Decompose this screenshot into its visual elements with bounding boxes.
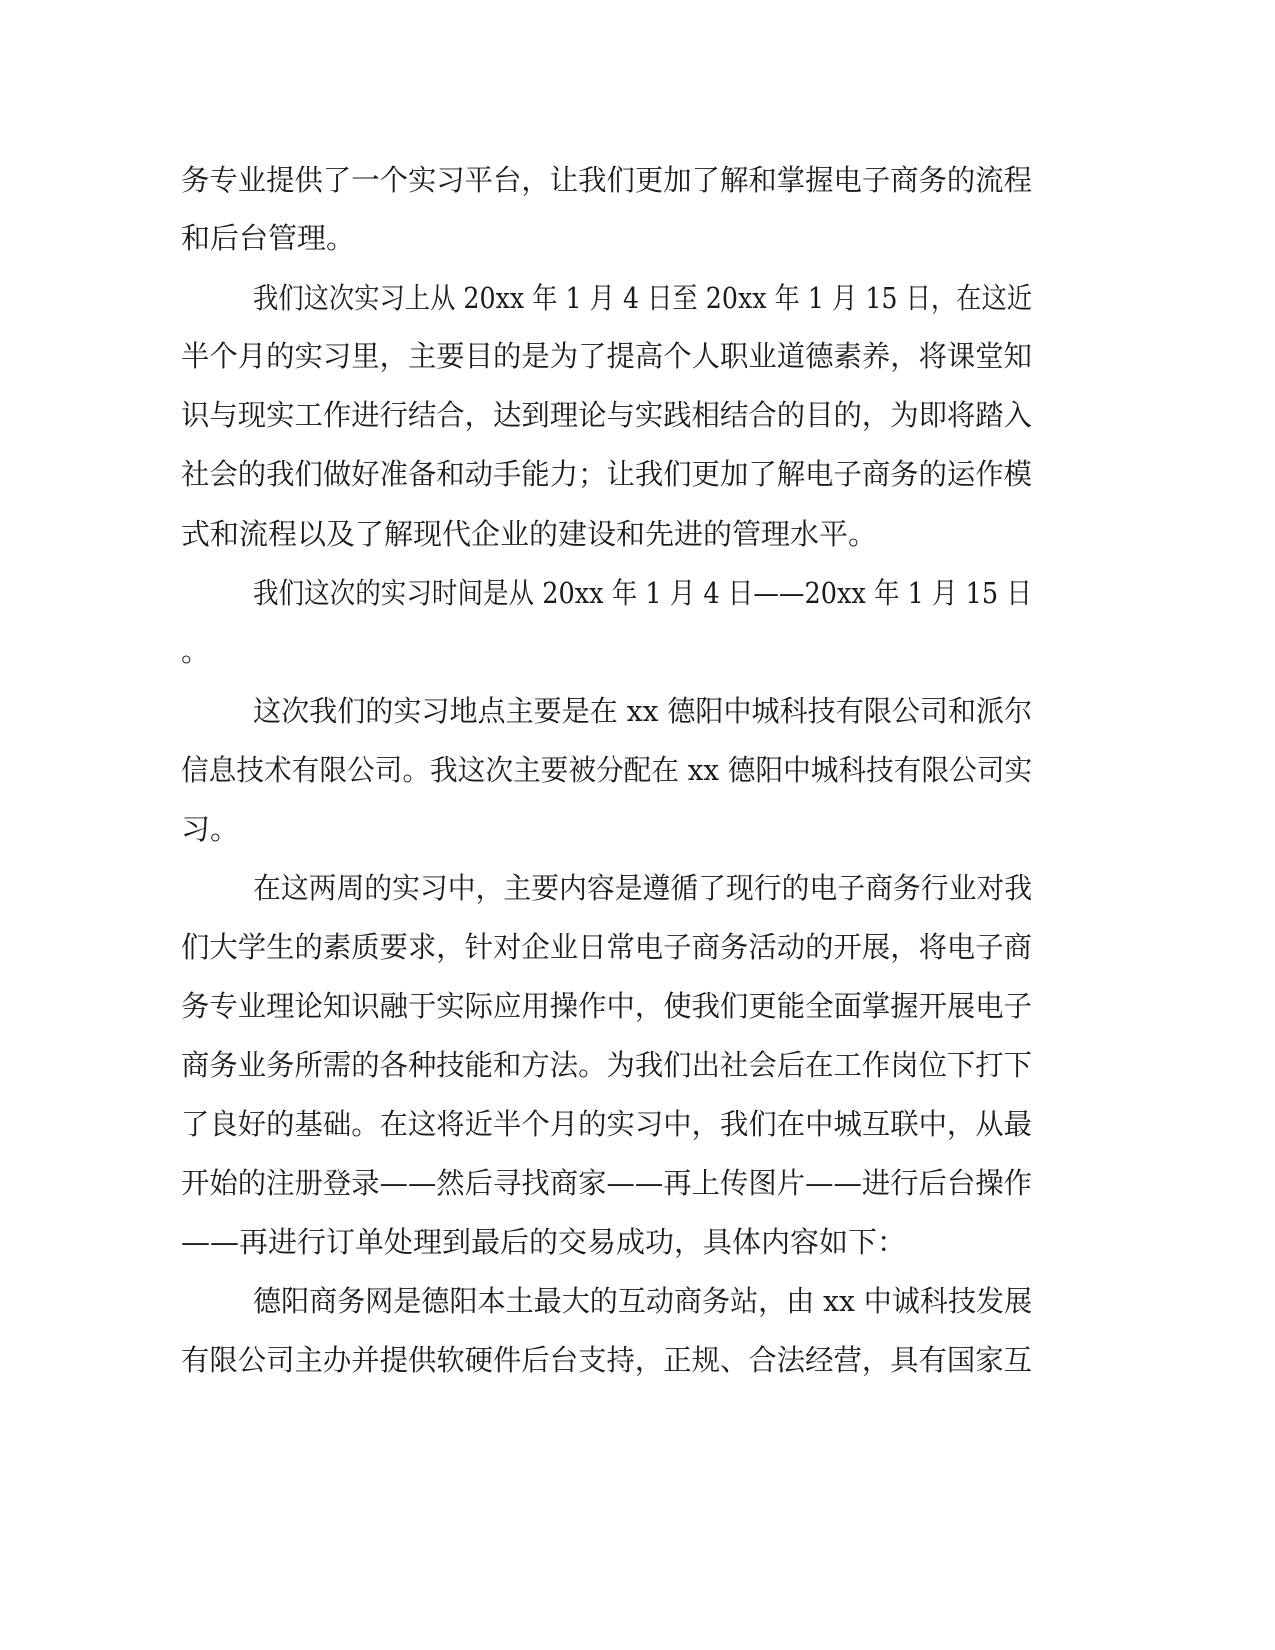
paragraph-start-line: 我们这次的实习时间是从 20xx 年 1 月 4 日——20xx 年 1 月 15 日	[253, 576, 1032, 610]
text-line: 社会的我们做好准备和动手能力；让我们更加了解电子商务的运作模	[181, 457, 1033, 491]
paragraph-start-line: 我们这次实习上从 20xx 年 1 月 4 日至 20xx 年 1 月 15 日，在这近	[253, 281, 1033, 315]
text-line: 有限公司主办并提供软硬件后台支持，正规、合法经营，具有国家互	[181, 1343, 1033, 1377]
text-line: 。	[181, 634, 211, 668]
text-line: 商务业务所需的各种技能和方法。为我们出社会后在工作岗位下打下	[181, 1048, 1033, 1082]
text-line: 式和流程以及了解现代企业的建设和先进的管理水平。	[181, 517, 878, 551]
paragraph-start-line: 德阳商务网是德阳本土最大的互动商务站，由 xx 中诚科技发展	[253, 1284, 1033, 1318]
text-line: 半个月的实习里，主要目的是为了提高个人职业道德素养，将课堂知	[181, 339, 1033, 373]
text-line: ——再进行订单处理到最后的交易成功，具体内容如下：	[181, 1225, 907, 1259]
text-line: 和后台管理。	[181, 221, 356, 255]
text-line: 务专业理论知识融于实际应用操作中，使我们更能全面掌握开展电子	[181, 989, 1033, 1023]
paragraph-start-line: 这次我们的实习地点主要是在 xx 德阳中城科技有限公司和派尔	[253, 694, 1033, 728]
text-line: 了良好的基础。在这将近半个月的实习中，我们在中城互联中，从最	[181, 1107, 1033, 1141]
text-line: 开始的注册登录——然后寻找商家——再上传图片——进行后台操作	[181, 1166, 1033, 1200]
text-line: 务专业提供了一个实习平台，让我们更加了解和掌握电子商务的流程	[181, 163, 1033, 197]
text-line: 习。	[181, 812, 240, 846]
text-line: 信息技术有限公司。我这次主要被分配在 xx 德阳中城科技有限公司实	[181, 753, 1033, 787]
text-line: 们大学生的素质要求，针对企业日常电子商务活动的开展，将电子商	[181, 930, 1033, 964]
paragraph-start-line: 在这两周的实习中，主要内容是遵循了现行的电子商务行业对我	[253, 871, 1033, 905]
text-line: 识与现实工作进行结合，达到理论与实践相结合的目的，为即将踏入	[181, 398, 1033, 432]
